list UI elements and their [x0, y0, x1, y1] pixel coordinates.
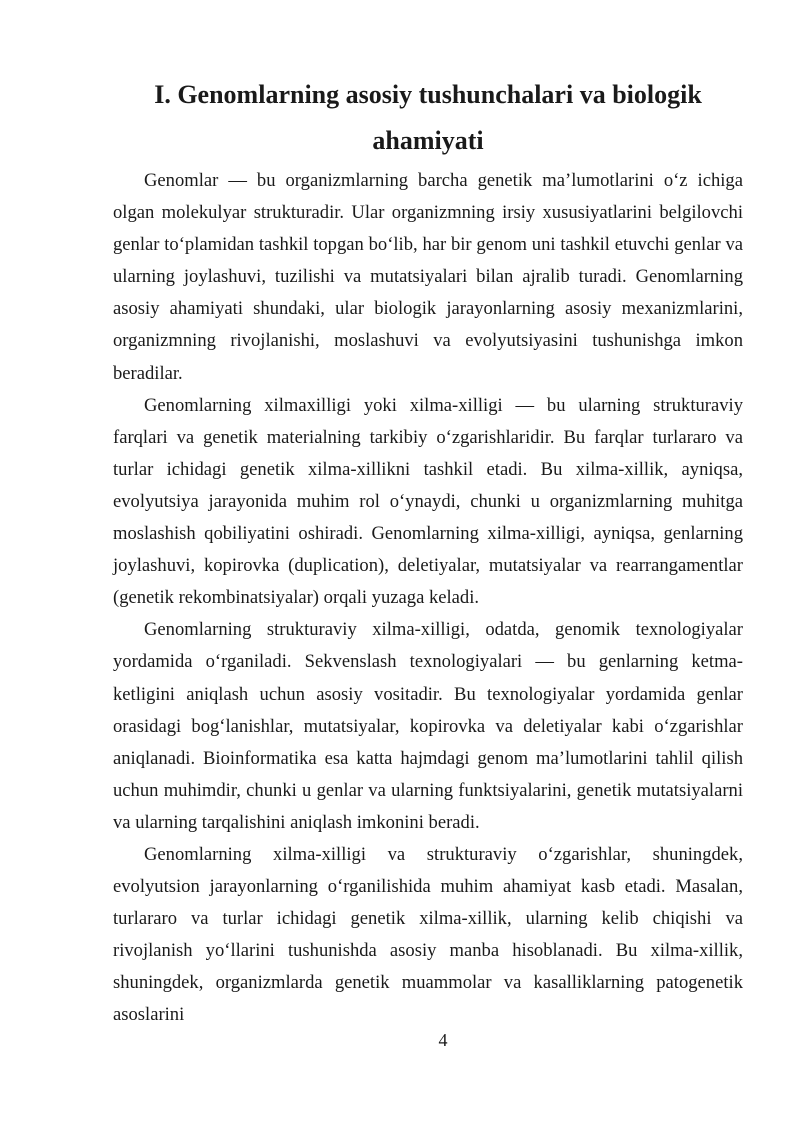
paragraph-4: Genomlarning xilma-xilligi va strukturaviy o‘zgarishlar, shuningdek, evolyutsion jarayonlarning o‘rganilishida muhim ahamiyat kasb etadi. Masalan, turlararo va turlar ichidagi genetik xilma-xillik, ularning kelib chiqishi va rivojlanish yo‘llarini tushunishda asosiy manba hisoblanadi. Bu xilma-xillik, shuningdek, organizmlarda genetik muammolar va kasalliklarning patogenetik asoslarini	[113, 843, 743, 1026]
paragraph-3: Genomlarning strukturaviy xilma-xilligi, odatda, genomik texnologiyalar yordamida o‘rganiladi. Sekvenslash texnologiyalari — bu genlarning ketma-ketligini aniqlash uchun asosiy vositadir. Bu texnologiyalar yordamida genlar orasidagi bog‘lanishlar, mutatsiyalar, kopirovka va deletiyalar kabi o‘zgarishlar aniqlanadi. Bioinformatika esa katta hajmdagi genom ma’lumotlarini tahlil qilish uchun muhimdir, chunki u genlar va ularning funktsiyalarini, genetik mutatsiyalarni va ularning tarqalishini aniqlash imkonini beradi.	[113, 619, 743, 833]
paragraph-2: Genomlarning xilmaxilligi yoki xilma-xilligi — bu ularning strukturaviy farqlari va genetik materialning tarkibiy o‘zgarishlaridir. Bu farqlar turlararo va turlar ichidagi genetik xilma-xillikni tashkil etadi. Bu xilma-xillik, ayniqsa, evolyutsiya jarayonida muhim rol o‘ynaydi, chunki u organizmlarning muhitga moslashish qobiliyatini oshiradi. Genomlarning xilma-xilligi, ayniqsa, genlarning joylashuvi, kopirovka (duplication), deletiyalar, mutatsiyalar va rearrangamentlar (genetik rekombinatsiyalar) orqali yuzaga keladi.	[113, 394, 743, 609]
body-text	[113, 165, 743, 1032]
paragraph-1: Genomlar — bu organizmlarning barcha genetik ma’lumotlarini o‘z ichiga olgan molekulyar strukturadir. Ular organizmning irsiy xususiyatlarini belgilovchi genlar to‘plamidan tashkil topgan bo‘lib, har bir genom uni tashkil etuvchi genlar va ularning joylashuvi, tuzilishi va mutatsiyalari bilan ajralib turadi. Genomlarning asosiy ahamiyati shundaki, ular biologik jarayonlarning asosiy mexanizmlarini, organizmning rivojlanishi, moslashuvi va evolyutsiyasini tushunishga imkon beradilar.	[113, 170, 743, 384]
section-heading: I. Genomlarning asosiy tushunchalari va biologik ahamiyati	[154, 80, 702, 155]
page-number: 4	[438, 1030, 448, 1050]
